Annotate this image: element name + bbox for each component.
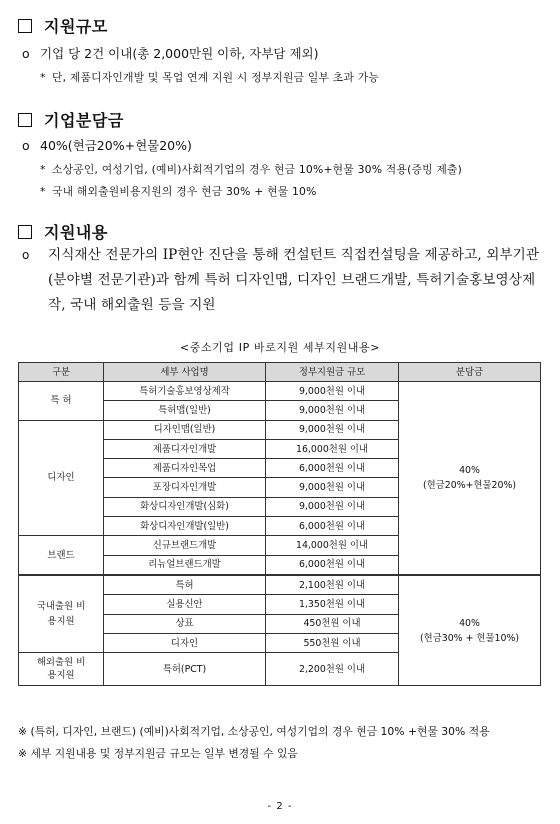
amount-cell: 2,200천원 이내 [266, 653, 399, 686]
item-cell: 포장디자인개발 [104, 478, 266, 497]
amount-cell: 14,000천원 이내 [266, 536, 399, 555]
sub-bullet-text: 소상공인, 여성기업, (예비)사회적기업의 경우 현금 10%+현물 30% 적용(증빙 제출) [52, 163, 463, 176]
bullet-o: o [22, 248, 30, 262]
bullet-line [22, 44, 318, 62]
sub-bullet-star: * [40, 71, 46, 84]
item-cell: 화상디자인개발(심화) [104, 497, 266, 516]
header-category: 구분 [19, 363, 104, 382]
bullet-text: 기업 당 2건 이내(총 2,000만원 이하, 자부담 제외) [40, 46, 319, 61]
item-cell: 특허기술홍보영상제작 [104, 382, 266, 401]
section-title-text: 기업분담금 [44, 111, 124, 130]
item-cell: 특허(PCT) [104, 653, 266, 686]
item-cell: 실용신안 [104, 595, 266, 614]
group-cell-brand: 브랜드 [19, 536, 104, 575]
item-cell: 신규브랜드개발 [104, 536, 266, 555]
checkbox-square-icon [18, 19, 32, 33]
item-cell: 화상디자인개발(일반) [104, 517, 266, 536]
amount-cell: 16,000천원 이내 [266, 439, 399, 458]
group-cell-design: 디자인 [19, 420, 104, 536]
amount-cell: 1,350천원 이내 [266, 595, 399, 614]
item-cell: 디자인맵(일반) [104, 420, 266, 439]
group-cell-patent: 특 허 [19, 382, 104, 421]
amount-cell: 9,000천원 이내 [266, 497, 399, 516]
item-cell: 상표 [104, 614, 266, 633]
page-number: - 2 - [267, 801, 293, 812]
footnote-1: ※ (특허, 디자인, 브랜드) (예비)사회적기업, 소상공인, 여성기업의 경우 현금 10% +현물 30% 적용 [18, 725, 490, 738]
amount-cell: 2,100천원 이내 [266, 575, 399, 595]
amount-cell: 550천원 이내 [266, 633, 399, 652]
sub-bullet-text: 국내 해외출원비용지원의 경우 현금 30% + 현물 10% [52, 185, 317, 198]
group-cell-overseas-filing: 해외출원 비용지원 [19, 653, 104, 686]
amount-cell: 9,000천원 이내 [266, 478, 399, 497]
section-title-text: 지원규모 [44, 17, 108, 36]
support-content-paragraph [22, 243, 546, 318]
sub-bullet-line [40, 162, 462, 177]
amount-cell: 9,000천원 이내 [266, 420, 399, 439]
item-cell: 특허 [104, 575, 266, 595]
item-cell: 제품디자인개발 [104, 439, 266, 458]
share-percent: 40% [459, 464, 480, 476]
share-cell-2 [399, 575, 541, 686]
footnote-2: ※ 세부 지원내용 및 정부지원금 규모는 일부 변경될 수 있음 [18, 747, 298, 760]
sub-bullet-line [40, 184, 317, 199]
amount-cell: 6,000천원 이내 [266, 555, 399, 575]
section-title-company-share [18, 108, 124, 131]
sub-bullet-line [40, 70, 379, 85]
sub-bullet-star: * [40, 185, 46, 198]
bullet-o: o [22, 138, 30, 153]
item-cell: 제품디자인목업 [104, 459, 266, 478]
checkbox-square-icon [18, 225, 32, 239]
share-cell-1 [399, 382, 541, 575]
support-detail-table [18, 362, 541, 686]
sub-bullet-star: * [40, 163, 46, 176]
table-row [19, 382, 541, 401]
table-header-row [19, 363, 541, 382]
table-row [19, 575, 541, 595]
checkbox-square-icon [18, 113, 32, 127]
header-program-name: 세부 사업명 [104, 363, 266, 382]
section-title-support-content [18, 220, 108, 243]
section-title-support-scale [18, 14, 108, 37]
section-title-text: 지원내용 [44, 223, 108, 242]
paragraph-text: 지식재산 전문가의 IP현안 진단을 통해 컨설턴트 직접컨설팅을 제공하고, 외부기관(분야별 전문기관)과 함께 특허 디자인맵, 디자인 브랜드개발, 특허기술홍보영상제작, 국내 해외출원 등을 지원 [48, 247, 540, 313]
share-detail: (현금20%+현물20%) [422, 479, 517, 491]
amount-cell: 450천원 이내 [266, 614, 399, 633]
share-percent: 40% [459, 617, 480, 629]
bullet-text: 40%(현금20%+현물20%) [40, 138, 192, 153]
amount-cell: 6,000천원 이내 [266, 459, 399, 478]
share-detail: (현금30% + 현물10%) [419, 632, 520, 644]
header-gov-support: 정부지원금 규모 [266, 363, 399, 382]
amount-cell: 9,000천원 이내 [266, 401, 399, 420]
bullet-line [22, 136, 192, 154]
sub-bullet-text: 단, 제품디자인개발 및 목업 연계 지원 시 정부지원금 일부 초과 가능 [52, 71, 379, 84]
amount-cell: 6,000천원 이내 [266, 517, 399, 536]
table-caption: <중소기업 IP 바로지원 세부지원내용> [179, 341, 381, 354]
amount-cell: 9,000천원 이내 [266, 382, 399, 401]
item-cell: 특허맵(일반) [104, 401, 266, 420]
item-cell: 리뉴얼브랜드개발 [104, 555, 266, 575]
header-share: 분담금 [399, 363, 541, 382]
bullet-o: o [22, 46, 30, 61]
item-cell: 디자인 [104, 633, 266, 652]
group-cell-domestic-filing: 국내출원 비용지원 [19, 575, 104, 653]
